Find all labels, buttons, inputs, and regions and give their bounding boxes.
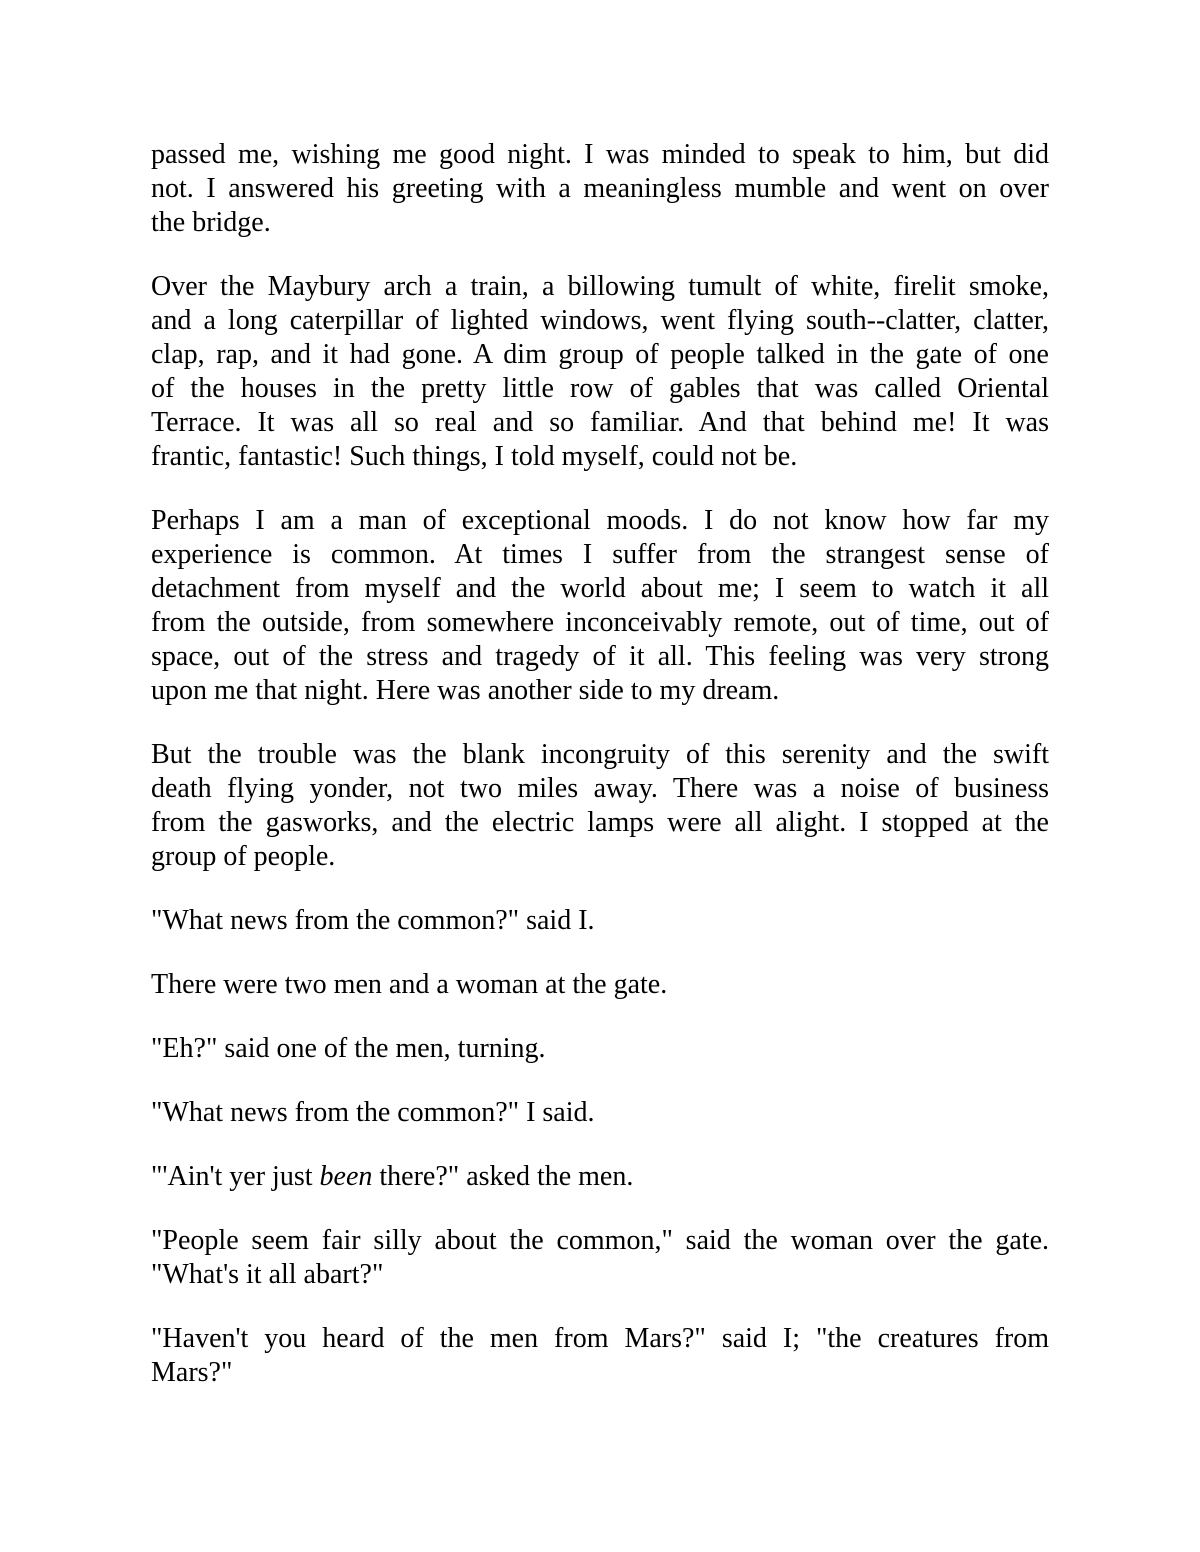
emphasized-word: been [319, 1161, 373, 1192]
text-line: There were two men and a woman at the gate. [151, 969, 668, 1000]
paragraph-3 [151, 504, 1049, 708]
text-line: "Haven't you heard of the men from Mars?" said I; "the creatures from [151, 1323, 1049, 1354]
text-line: "What's it all abart?" [151, 1259, 384, 1290]
paragraph-9 [151, 1160, 1049, 1194]
text-line: the bridge. [151, 207, 271, 238]
text-line: group of people. [151, 841, 336, 872]
text-block [151, 138, 1049, 1390]
text-line: not. I answered his greeting with a meaningless mumble and went on over [151, 173, 1049, 204]
paragraph-4 [151, 738, 1049, 874]
paragraph-8 [151, 1096, 1049, 1130]
text-line: death flying yonder, not two miles away. There was a noise of business [151, 773, 1049, 804]
text-line: Over the Maybury arch a train, a billowing tumult of white, firelit smoke, [151, 271, 1049, 302]
text-line: passed me, wishing me good night. I was minded to speak to him, but did [151, 139, 1049, 170]
text-line: Mars?" [151, 1357, 233, 1388]
text-line: "People seem fair silly about the common," said the woman over the gate. [151, 1225, 1049, 1256]
text-line: from the outside, from somewhere inconceivably remote, out of time, out of [151, 607, 1049, 638]
text-line: Terrace. It was all so real and so familiar. And that behind me! It was [151, 407, 1049, 438]
text-line: from the gasworks, and the electric lamps were all alight. I stopped at the [151, 807, 1049, 838]
text-line: and a long caterpillar of lighted windows, went flying south--clatter, clatter, [151, 305, 1049, 336]
text-line: of the houses in the pretty little row of gables that was called Oriental [151, 373, 1049, 404]
text-line: space, out of the stress and tragedy of it all. This feeling was very strong [151, 641, 1049, 672]
text-line: "What news from the common?" said I. [151, 905, 595, 936]
paragraph-2 [151, 270, 1049, 474]
text-line: Perhaps I am a man of exceptional moods. I do not know how far my [151, 505, 1049, 536]
text-line: upon me that night. Here was another side to my dream. [151, 675, 780, 706]
text-line: frantic, fantastic! Such things, I told myself, could not be. [151, 441, 798, 472]
paragraph-11 [151, 1322, 1049, 1390]
text-line: detachment from myself and the world about me; I seem to watch it all [151, 573, 1049, 604]
text-line: But the trouble was the blank incongruity of this serenity and the swift [151, 739, 1049, 770]
text-line: "What news from the common?" I said. [151, 1097, 595, 1128]
text-line: experience is common. At times I suffer from the strangest sense of [151, 539, 1049, 570]
paragraph-7 [151, 1032, 1049, 1066]
paragraph-10 [151, 1224, 1049, 1292]
paragraph-6 [151, 968, 1049, 1002]
paragraph-1 [151, 138, 1049, 240]
dialogue-suffix: there?" asked the men. [372, 1161, 634, 1192]
text-line: "Eh?" said one of the men, turning. [151, 1033, 546, 1064]
paragraph-5 [151, 904, 1049, 938]
text-line: clap, rap, and it had gone. A dim group of people talked in the gate of one [151, 339, 1049, 370]
text-line [151, 1160, 1049, 1194]
dialogue-prefix: "'Ain't yer just [151, 1161, 320, 1192]
